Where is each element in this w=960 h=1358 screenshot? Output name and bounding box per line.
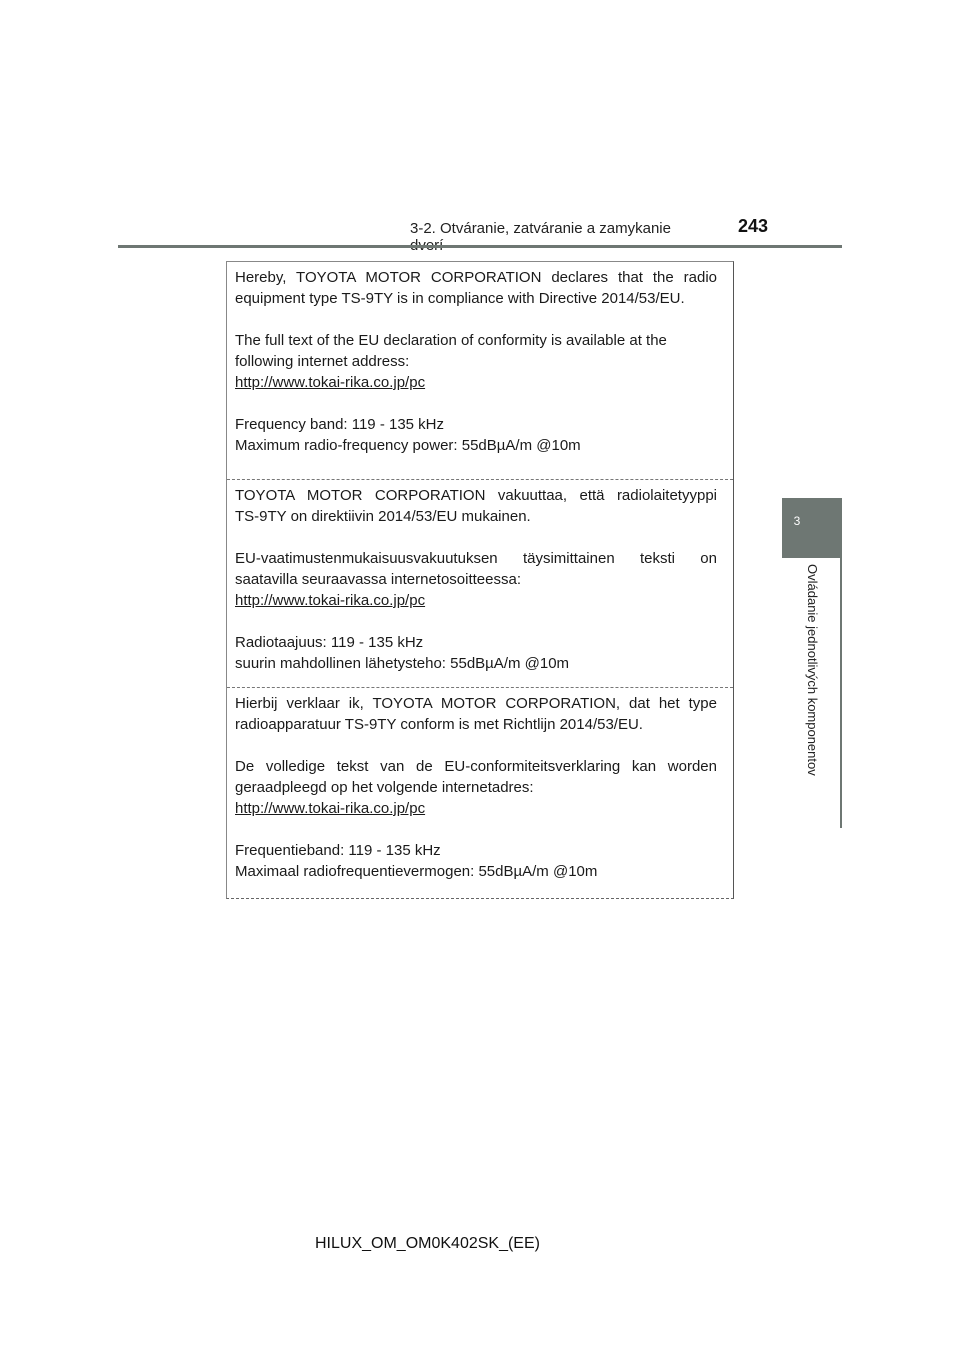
availability-line: saatavilla seuraavassa internetosoitteessa: xyxy=(235,571,521,588)
declaration-line: Hierbij verklaar ik, TOYOTA MOTOR CORPORATION, dat het type xyxy=(235,695,717,712)
chapter-label: Ovládanie jednotlivých komponentov xyxy=(805,564,820,776)
declaration-link[interactable]: http://www.tokai-rika.co.jp/pc xyxy=(235,374,426,391)
declaration-line: TOYOTA MOTOR CORPORATION vakuuttaa, että radiolaitetyyppi xyxy=(235,487,717,504)
availability-line: The full text of the EU declaration of conformity is available at the xyxy=(235,332,667,349)
frequency-band: Frequentieband: 119 - 135 kHz xyxy=(235,842,441,859)
declaration-line: equipment type TS-9TY is in compliance with Directive 2014/53/EU. xyxy=(235,290,685,307)
chapter-side-rule xyxy=(840,558,842,828)
declaration-line: TS-9TY on direktiivin 2014/53/EU mukainen. xyxy=(235,508,531,525)
radio-power: Maximum radio-frequency power: 55dBµA/m @10m xyxy=(235,437,581,454)
availability-line: EU-vaatimustenmukaisuusvakuutuksen täysimittainen teksti on xyxy=(235,550,717,567)
section-title: 3-2. Otváranie, zatváranie a zamykanie xyxy=(410,220,671,237)
declaration-link[interactable]: http://www.tokai-rika.co.jp/pc xyxy=(235,800,426,817)
availability-line: following internet address: xyxy=(235,353,410,370)
chapter-tab xyxy=(782,498,842,558)
availability-line: De volledige tekst van de EU-conformiteitsverklaring kan worden xyxy=(235,758,717,775)
frequency-band: Radiotaajuus: 119 - 135 kHz xyxy=(235,634,424,651)
notice-section-english xyxy=(227,267,733,477)
document-code: HILUX_OM_OM0K402SK_(EE) xyxy=(315,1235,540,1252)
header-divider xyxy=(118,245,842,248)
frequency-band: Frequency band: 119 - 135 kHz xyxy=(235,416,445,433)
chapter-number: 3 xyxy=(793,514,801,528)
declaration-line: Hereby, TOYOTA MOTOR CORPORATION declares that the radio xyxy=(235,269,717,286)
notice-section-finnish xyxy=(227,479,733,695)
declaration-line: radioapparatuur TS-9TY conform is met Richtlijn 2014/53/EU. xyxy=(235,716,643,733)
page-number: 243 xyxy=(738,216,769,236)
conformity-notice-box xyxy=(226,261,734,899)
declaration-link[interactable]: http://www.tokai-rika.co.jp/pc xyxy=(235,592,426,609)
availability-line: geraadpleegd op het volgende internetadres: xyxy=(235,779,534,796)
notice-section-dutch xyxy=(227,687,733,903)
radio-power: suurin mahdollinen lähetysteho: 55dBµA/m @10m xyxy=(235,655,570,672)
radio-power: Maximaal radiofrequentievermogen: 55dBµA/m @10m xyxy=(235,863,598,880)
